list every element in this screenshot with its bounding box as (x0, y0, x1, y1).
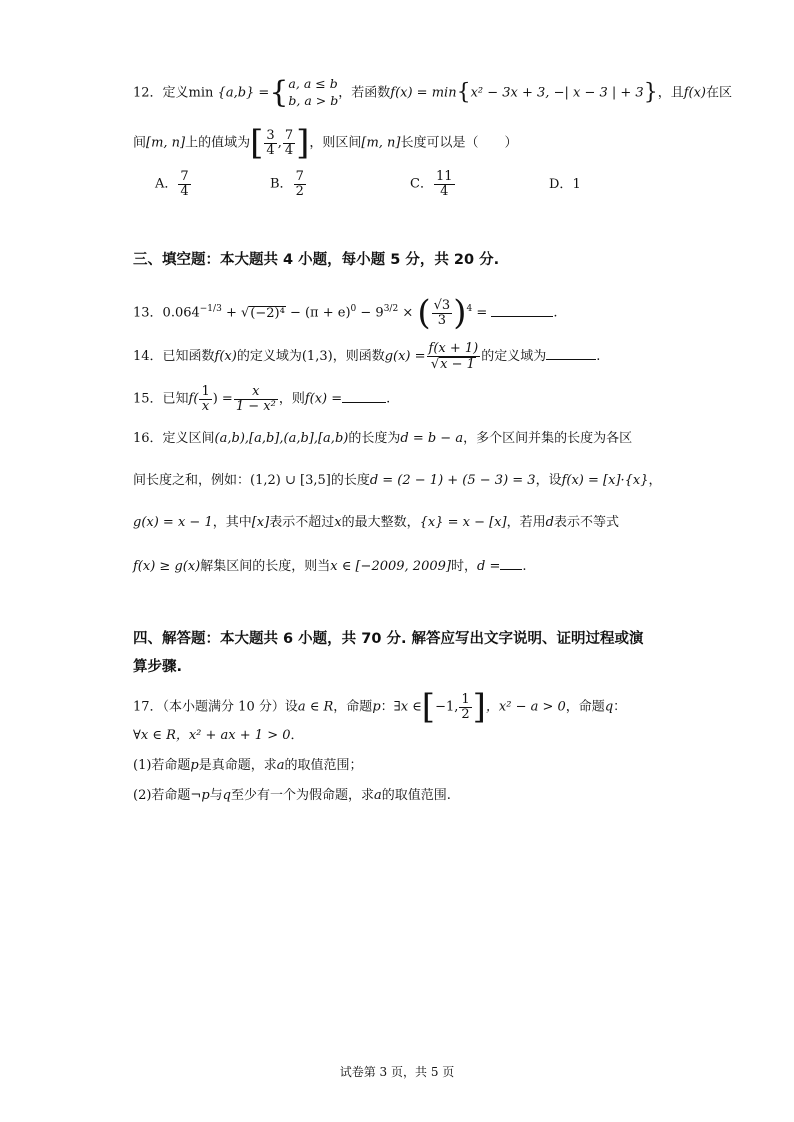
q12-rbrace: } (643, 79, 658, 105)
q17-text-1d: ，命题 (565, 699, 605, 715)
q12-option-b (270, 170, 307, 198)
option-a-num: 7 (180, 169, 189, 184)
option-c-den: 4 (440, 183, 449, 199)
question-16-line-1 (133, 432, 632, 445)
q15-frac-1 (199, 385, 211, 413)
q13-frac (432, 299, 453, 327)
q16-text-2b: 的长度 (330, 473, 370, 488)
q12-range-frac-2 (283, 129, 295, 157)
q12-mn-2: [m, n] (361, 135, 401, 151)
q16-end: . (522, 559, 527, 574)
q13-base: 0.064 (162, 305, 200, 321)
question-13 (133, 293, 558, 333)
q14-frac-num: f(x + 1) (428, 341, 479, 356)
question-14 (133, 342, 600, 371)
option-a-frac (178, 170, 190, 198)
q14-frac (427, 342, 481, 371)
option-b-frac (294, 170, 306, 198)
q17-part1-var-a: a (276, 758, 285, 773)
section-4-heading-line-1: 四、解答题：本大题共 6 小题，共 70 分. 解答应写出文字说明、证明过程或演 (133, 631, 644, 647)
q14-answer-blank[interactable] (546, 347, 596, 360)
q14-end: . (596, 349, 601, 365)
q16-x: x (334, 515, 342, 530)
q12-text-2: ，且 (657, 85, 684, 101)
option-c-num: 11 (435, 169, 453, 184)
q14-radicand: x − 1 (440, 356, 475, 372)
q12-option-d (549, 178, 581, 191)
q13-radicand: (−2)⁴ (250, 305, 285, 321)
q16-g-def: g(x) = x − 1 (133, 515, 213, 530)
q17-half-num: 1 (461, 691, 470, 707)
question-12-line-1 (133, 76, 732, 110)
q12-text-1: ，若函数 (338, 85, 391, 101)
q12-range-num-1: 3 (266, 127, 275, 143)
q16-text-2d: ， (648, 473, 662, 488)
q13-minus-2: − 9 (360, 305, 384, 321)
q17-condition: ，x² − a > 0 (485, 699, 566, 715)
q17-text-1c: ： (380, 699, 394, 715)
q16-floor-x: [x] (251, 515, 270, 530)
q13-label: 13． (133, 305, 163, 321)
question-17-part-1 (133, 759, 363, 772)
q12-case-1: a, a ≤ b (288, 76, 338, 91)
q17-half-den: 2 (461, 706, 470, 722)
q12-line2-c: ，则区间 (309, 135, 362, 151)
q17-q-statement: ∀x ∈ R，x² + ax + 1 > 0 (133, 728, 291, 743)
q17-text-1e: ： (613, 699, 627, 715)
q13-exp-1: −1/3 (199, 304, 222, 315)
q14-label: 14．已知函数 (133, 349, 215, 365)
q14-text-2: ，则函数 (332, 349, 385, 365)
q14-text-1: 的定义域为 (236, 349, 302, 365)
q13-frac-den: 3 (437, 312, 447, 328)
q17-half (459, 693, 471, 721)
q14-gx: g(x) = (384, 349, 426, 365)
q17-part2-b: 与 (209, 788, 223, 803)
q12-ab: {a,b} = (217, 85, 270, 101)
page-footer: 试卷第 3 页，共 5 页 (339, 1065, 455, 1079)
option-b-den: 2 (295, 183, 304, 199)
q12-fx-2: f(x) (683, 85, 706, 101)
q16-frac-part: {x} = x − [x] (419, 515, 507, 530)
question-17-line-2 (133, 729, 304, 742)
q16-text-3d: ，若用 (506, 515, 546, 530)
q15-eq: ) = (212, 391, 233, 407)
option-c-label: C． (410, 176, 433, 192)
q12-case-2: b, a > b (288, 92, 339, 108)
q17-exists: ∃x ∈ (393, 699, 422, 715)
q17-part1-c: 的取值范围； (284, 758, 363, 773)
q16-d-def: d = b − a (400, 431, 464, 446)
option-d-value: 1 (572, 177, 581, 192)
q16-inequality: f(x) ≥ g(x) (133, 559, 201, 574)
q12-range-frac-1 (264, 129, 276, 157)
q12-range-den-2: 4 (284, 142, 294, 158)
q15-frac2-den: 1 − x² (235, 398, 276, 414)
q14-fx: f(x) (214, 349, 237, 365)
q16-d: d (545, 515, 554, 530)
question-16-line-2 (133, 474, 662, 487)
question-12-line-2: 间[m, n]上的值域为[ $\frac{3}{4}$ , $\frac{7}{4}$ ]，则区间[m, n]长度可以是（ ） (133, 123, 518, 163)
question-16-line-3 (133, 516, 619, 529)
q17-q: q (604, 699, 614, 715)
q12-option-c (410, 170, 456, 198)
q17-part2-q: q (222, 788, 231, 803)
option-c-frac (434, 170, 455, 198)
q16-calc: d = (2 − 1) + (5 − 3) = 3 (369, 473, 536, 488)
q12-inner: x² − 3x + 3, −| x − 3 | + 3 (470, 85, 644, 101)
q15-frac-2 (234, 385, 278, 413)
q15-label: 15．已知 (133, 391, 189, 407)
q13-answer-blank[interactable] (491, 304, 553, 317)
q13-times: × (402, 305, 414, 321)
section-3-heading: 三、填空题：本大题共 4 小题，每小题 5 分，共 20 分. (133, 252, 500, 268)
option-b-label: B． (270, 176, 293, 192)
q17-line2-end: ． (290, 728, 304, 743)
q16-f-def: f(x) = [x]·{x} (561, 473, 649, 488)
q12-lbracket: [ (250, 123, 264, 163)
q17-part2-a: (2)若命题¬ (133, 788, 202, 803)
q15-frac1-den: x (201, 398, 210, 414)
q12-text-3: 在区 (706, 85, 733, 101)
q17-part2-p: p (201, 788, 210, 803)
q16-text-2a: 间长度之和，例如： (133, 473, 251, 488)
q16-text-4a: 解集区间的长度，则当 (200, 559, 331, 574)
question-17-line-1 (133, 687, 627, 727)
q12-line2-b: 上的值域为 (185, 135, 251, 151)
q12-piecewise (288, 76, 338, 110)
q15-fx: f(x) = (304, 391, 343, 407)
q13-equals: = (476, 305, 488, 321)
q16-text-4b: 时， (450, 559, 477, 574)
q17-part2-d: 的取值范围. (381, 788, 451, 803)
q16-text-3e: 表示不等式 (553, 515, 619, 530)
q12-line2-d: 长度可以是（ ） (400, 135, 518, 151)
question-16-line-4 (133, 557, 526, 573)
q12-lbrace: { (456, 79, 471, 105)
q14-domain: (1,3) (301, 349, 333, 365)
q14-text-3: 的定义域为 (481, 349, 547, 365)
option-d-label: D． (549, 177, 573, 192)
q17-part1-a: (1)若命题 (133, 758, 191, 773)
q17-p: p (372, 699, 381, 715)
q16-text-3b: 表示不超过 (269, 515, 335, 530)
q13-zero-exp: 0 (350, 304, 357, 315)
option-a-label: A． (155, 176, 178, 192)
option-a-den: 4 (180, 183, 189, 199)
q16-answer-blank[interactable] (500, 557, 522, 570)
q12-range-den-1: 4 (266, 142, 275, 158)
q13-frac-num: √3 (433, 297, 451, 313)
q17-part2-c: 至少有一个为假命题，求 (230, 788, 374, 803)
q17-part1-b: 是真命题，求 (198, 758, 277, 773)
q17-lo: −1, (435, 699, 459, 715)
q17-text-1b: ，命题 (333, 699, 373, 715)
q16-union: (1,2) ∪ [3,5] (250, 473, 331, 488)
q12-min: min (188, 85, 214, 101)
q16-text-3c: 的最大整数， (341, 515, 420, 530)
question-17-part-2 (133, 789, 451, 802)
q15-f: f( (188, 391, 199, 407)
q13-pow-4: 4 (466, 304, 473, 315)
section-4-heading-line-2: 算步骤. (133, 659, 183, 675)
q15-text-1: ，则 (278, 391, 305, 407)
q15-frac2-num: x (234, 385, 278, 400)
q15-end: . (386, 391, 391, 407)
q13-plus: + (225, 305, 237, 321)
question-15 (133, 385, 390, 413)
q12-fx: f(x) = min (390, 85, 457, 101)
q16-x-range: x ∈ [−2009, 2009] (330, 559, 451, 574)
q12-rbracket: ] (296, 123, 310, 163)
q13-lparen: ( (417, 293, 431, 333)
q17-part2-var-a: a (374, 788, 382, 803)
q17-rbracket: ] (472, 687, 486, 727)
q17-part1-p: p (190, 758, 199, 773)
q16-text-2c: ，设 (535, 473, 562, 488)
q12-mn: [m, n] (146, 135, 186, 151)
q16-text-1: 16．定义区间 (133, 431, 215, 446)
q16-intervals: (a,b),[a,b],(a,b],[a,b) (214, 431, 349, 446)
q13-rparen: ) (453, 293, 467, 333)
q12-range-num-2: 7 (284, 127, 294, 143)
q13-exp-2: 3/2 (383, 304, 399, 315)
q12-line2-a: 间 (133, 135, 147, 151)
q13-sqrt-sign: √ (240, 305, 250, 321)
q14-frac-den: √x − 1 (430, 356, 475, 372)
q17-text-1a: 17．（本小题满分 10 分）设 (133, 699, 298, 715)
option-b-num: 7 (295, 169, 304, 184)
q12-label: 12．定义 (133, 85, 189, 101)
q16-d-eq: d = (476, 559, 501, 574)
q15-answer-blank[interactable] (342, 390, 386, 403)
q17-a-in-r: a ∈ R (297, 699, 334, 715)
q16-text-1c: ，多个区间并集的长度为各区 (463, 431, 633, 446)
q16-text-3a: ，其中 (212, 515, 252, 530)
q12-brace: { (269, 74, 289, 110)
q12-option-a (155, 170, 192, 198)
q16-text-1b: 的长度为 (348, 431, 401, 446)
q13-minus-1: − (π + e) (289, 305, 351, 321)
q13-end: . (553, 305, 558, 321)
q17-lbracket: [ (421, 687, 436, 727)
q15-frac1-num: 1 (201, 384, 210, 399)
